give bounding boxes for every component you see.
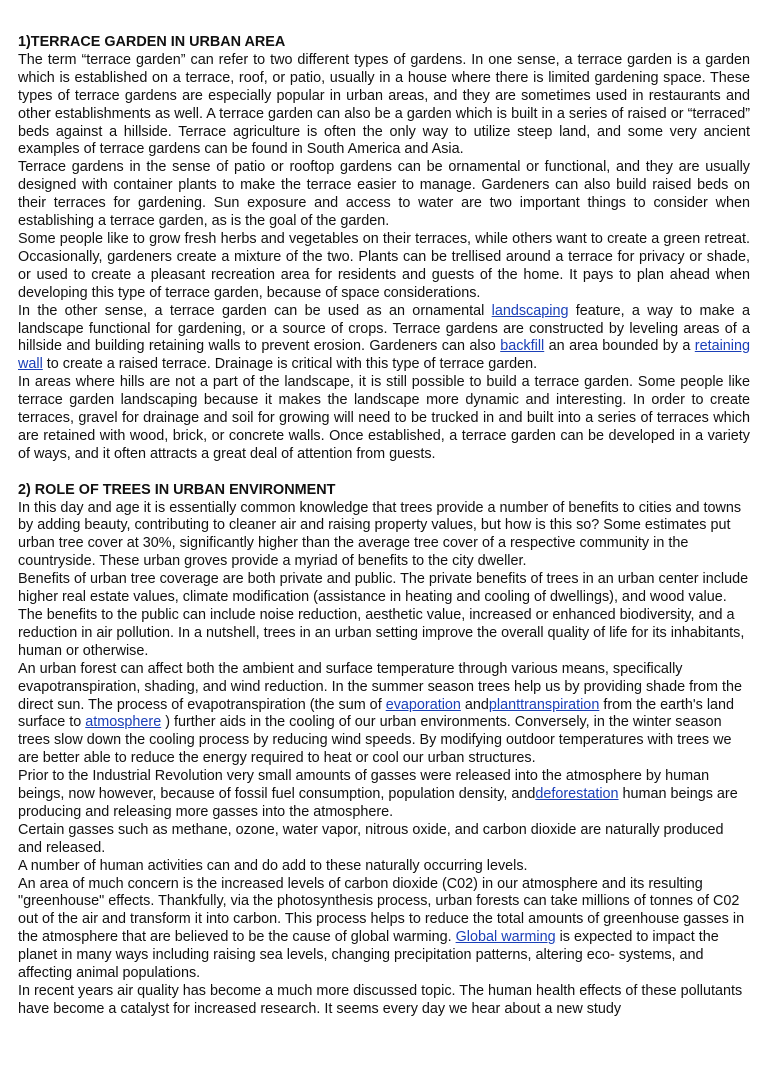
text-run: Prior to the Industrial Revolution very small amounts of gasses were released into the atmosphere by human beings, now however, because of fossil fuel consumption, population density, and — [18, 768, 710, 803]
evaporation-link[interactable]: evaporation — [385, 696, 461, 713]
section-2-paragraph-4 — [18, 768, 750, 822]
text-run: from the earth's land surface to — [18, 696, 735, 731]
section-1-paragraph-3: Some people like to grow fresh herbs and vegetables on their terraces, while others want to create a green retreat. Occasionally, gardeners create a mixture of the two. Plants can be trellised around a terrace for privacy or shade, or used to create a pleasant recreation area for residents and guests of the home. It pays to plan ahead when developing this type of terrace garden, because of space considerations. — [18, 230, 750, 301]
global-warming-link[interactable]: Global warming — [455, 929, 556, 946]
section-2-paragraph-5: Certain gasses such as methane, ozone, water vapor, nitrous oxide, and carbon dioxide are naturally produced and released. — [18, 821, 724, 856]
deforestation-link[interactable]: deforestation — [535, 786, 619, 803]
section-2-heading: 2) ROLE OF TREES IN URBAN ENVIRONMENT — [18, 481, 336, 498]
section-2-paragraph-7 — [18, 876, 750, 983]
text-run: An area of much concern is the increased levels of carbon dioxide (C02) in our atmosphere and its resulting "greenhouse" effects. Thankfully, via the photosynthesis process, urban forests can take millions of tonnes of C02 out of the air and transform it into carbon. This process helps to reduce the total amounts of greenhouse gasses in the atmosphere that are believed to be the cause of global warming. — [18, 875, 745, 946]
atmosphere-link[interactable]: atmosphere — [85, 714, 162, 731]
section-1-paragraph-1: The term “terrace garden” can refer to two different types of gardens. In one sense, a terrace garden is a garden which is established on a terrace, roof, or patio, usually in a house where there is limited gardening space. These types of terrace gardens are especially popular in urban areas, and they are sometimes used in restaurants and other establishments as well. A terrace garden can also be a garden which is built in a series of raised or “terraced” beds against a hillside. Terrace agriculture is often the only way to utilize steep land, and some very ancient examples of terrace gardens can be found in South America and Asia. — [18, 51, 750, 158]
section-2-paragraph-8: In recent years air quality has become a much more discussed topic. The human health effects of these pollutants have become a catalyst for increased research. It seems every day we hear about a new study — [18, 983, 743, 1017]
text-run: to create a raised terrace. Drainage is critical with this type of terrace garden. — [42, 356, 538, 373]
text-run: ) further aids in the cooling of our urban environments. Conversely, in the winter season trees slow down the cooling process by reducing wind speeds. By modifying outdoor temperatures with trees we are better able to reduce the energy required to heat or cool our urban structures. — [18, 714, 732, 767]
text-run: is expected to impact the planet in many ways including raising sea levels, changing precipitation patterns, altering eco- systems, and affecting animal populations. — [18, 929, 719, 982]
section-2-paragraph-6: A number of human activities can and do add to these naturally occurring levels. — [18, 857, 528, 874]
section-2-paragraph-2: Benefits of urban tree coverage are both private and public. The private benefits of trees in an urban center include higher real estate values, climate modification (assistance in heating and cooling of dwellings), and wood value. The benefits to the public can include noise reduction, aesthetic value, increased or enhanced biodiversity, and a reduction in air pollution. In a nutshell, trees in an urban setting improve the overall quality of life for its inhabitants, human or otherwise. — [18, 571, 749, 659]
retaining-wall-link[interactable]: retaining wall — [18, 338, 750, 373]
text-run: and — [460, 696, 489, 713]
text-run: an area bounded by a — [544, 338, 695, 355]
section-2-paragraph-1: In this day and age it is essentially common knowledge that trees provide a number of benefits to cities and towns by adding beauty, contributing to cleaner air and raising property values, but how is this so? Some estimates put urban tree cover at 30%, significantly higher than the average tree cover of a respective community in the countryside. These urban groves provide a myriad of benefits to the city dweller. — [18, 499, 742, 570]
text-run: In the other sense, a terrace garden can be used as an ornamental — [18, 302, 492, 319]
section-2-paragraph-3 — [18, 661, 750, 768]
section-1-paragraph-5: In areas where hills are not a part of the landscape, it is still possible to build a terrace garden. Some people like terrace garden landscaping because it makes the landscape more dynamic and interesting. In order to create terraces, gravel for drainage and soil for growing will need to be trucked in and built into a series of terraces which are retained with wood, brick, or concrete walls. Once established, a terrace garden can be developed in a variety of ways, and it often attracts a great deal of attention from guests. — [18, 374, 750, 462]
landscaping-link[interactable]: landscaping — [491, 302, 569, 319]
section-1-paragraph-4 — [18, 303, 750, 375]
text-run: human beings are producing and releasing more gasses into the atmosphere. — [18, 786, 738, 820]
text-run: feature, a way to make a landscape functional for gardening, or a source of crops. Terrace gardens are constructed by leveling areas of a hillside and building retaining walls to prevent erosion. Gardeners can also — [18, 302, 750, 355]
section-spacer — [18, 464, 750, 482]
text-run: An urban forest can affect both the ambient and surface temperature through various means, specifically evapotranspiration, shading, and wind reduction. In the summer season trees help us by providing shade from the direct sun. The process of evapotranspiration (the sum of — [18, 660, 742, 713]
section-1-heading: 1)TERRACE GARDEN IN URBAN AREA — [18, 34, 286, 50]
backfill-link[interactable]: backfill — [500, 338, 545, 355]
planttranspiration-link[interactable]: planttranspiration — [488, 696, 600, 713]
section-1-paragraph-2: Terrace gardens in the sense of patio or rooftop gardens can be ornamental or functional, and they are usually designed with container plants to make the terrace easier to manage. Gardeners can also build raised beds on their terraces for gardening. Sun exposure and access to water are two important things to consider when establishing a terrace garden, as is the goal of the garden. — [18, 159, 750, 230]
